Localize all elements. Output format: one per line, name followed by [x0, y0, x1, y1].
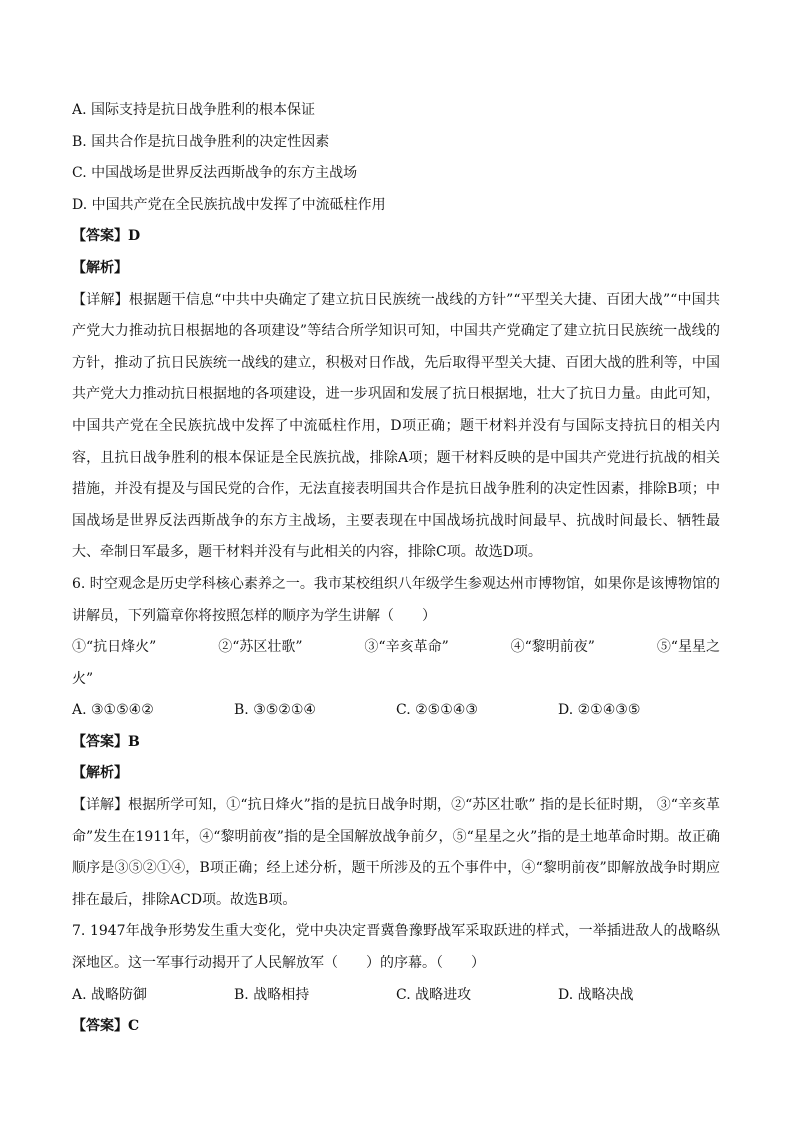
q6-stem: 6. 时空观念是历史学科核心素养之一。我市某校组织八年级学生参观达州市博物馆，如果你是该博物馆的讲解员，下列篇章你将按照怎样的顺序为学生讲解（ ）: [72, 575, 720, 624]
q5-answer: 【答案】D: [72, 228, 141, 245]
q6-event-3: ③“辛亥革命”: [364, 639, 449, 656]
q6-option-d: D. ②①④③⑤: [558, 702, 641, 719]
q6-event-1: ①“抗日烽火”: [72, 639, 157, 656]
q7-stem: 7. 1947年战争形势发生重大变化，党中央决定晋冀鲁豫野战军采取跃进的样式，一举插进敌人的战略纵深地区。这一军事行动揭开了人民解放军（ ）的序幕。（ ）: [72, 923, 720, 972]
q6-event-2: ②“苏区壮歌”: [218, 639, 303, 656]
q7-options: [72, 980, 720, 1012]
q6-option-a: A. ③①⑤④②: [72, 702, 154, 719]
q6-analysis-label: 【解析】: [72, 765, 128, 782]
q7-option-b: B. 战略相持: [234, 986, 310, 1003]
q6-event-4: ④“黎明前夜”: [510, 639, 595, 656]
q5-option-b: B. 国共合作是抗日战争胜利的决定性因素: [72, 133, 330, 150]
q5-option-a: A. 国际支持是抗日战争胜利的根本保证: [72, 102, 316, 118]
q7-option-d: D. 战略决战: [558, 986, 634, 1003]
q7-option-a: A. 战略防御: [72, 986, 148, 1003]
q7-answer: 【答案】C: [72, 1018, 140, 1035]
q5-detail: 【详解】根据题干信息“中共中央确定了建立抗日民族统一战线的方针”“平型关大捷、百团大战”“中国共产党大力推动抗日根据地的各项建设”等结合所学知识可知，中国共产党确定了建立抗日民族统一战线的方针，推动了抗日民族统一战线的建立，积极对日作战，先后取得平型关大捷、百团大战的胜利等，中国共产党大力推动抗日根据地的各项建设，进一步巩固和发展了抗日根据地，壮大了抗日力量。由此可知，中国共产党在全民族抗战中发挥了中流砥柱作用，D项正确；题干材料并没有与国际支持抗日的相关内容，且抗日战争胜利的根本保证是全民族抗战，排除A项；题干材料反映的是中国共产党进行抗战的相关措施，并没有提及与国民党的合作，无法直接表明国共合作是抗日战争胜利的决定性因素，排除B项；中国战场是世界反法西斯战争的东方主战场，主要表现在中国战场抗战时间最早、抗战时间最长、牺牲最大、牵制日军最多，题干材料并没有与此相关的内容，排除C项。故选D项。: [72, 291, 720, 561]
q5-option-c: C. 中国战场是世界反法西斯战争的东方主战场: [72, 165, 358, 182]
q7-option-c: C. 战略进攻: [396, 986, 472, 1003]
q6-answer: 【答案】B: [72, 733, 140, 750]
q6-option-b: B. ③⑤②①④: [234, 702, 316, 719]
q6-options: [72, 695, 720, 727]
q5-analysis-label: 【解析】: [72, 259, 128, 276]
q6-option-c: C. ②⑤①④③: [396, 702, 478, 719]
q6-event-5: ⑤“星星之: [656, 639, 720, 656]
q5-option-d: D. 中国共产党在全民族抗战中发挥了中流砥柱作用: [72, 196, 386, 213]
content: [72, 95, 720, 1043]
q6-events: [72, 632, 720, 664]
q6-detail: 【详解】根据所学可知，①“抗日烽火”指的是抗日战争时期，②“苏区壮歌” 指的是长征时期， ③“辛亥革命”发生在1911年，④“黎明前夜”指的是全国解放战争前夕，⑤“星星之火”指的是土地革命时期。故正确顺序是③⑤②①④，B项正确；经上述分析，题干所涉及的五个事件中，④“黎明前夜”即解放战争时期应排在最后，排除ACD项。故选B项。: [72, 797, 720, 908]
q6-events-tail: 火”: [72, 670, 94, 687]
